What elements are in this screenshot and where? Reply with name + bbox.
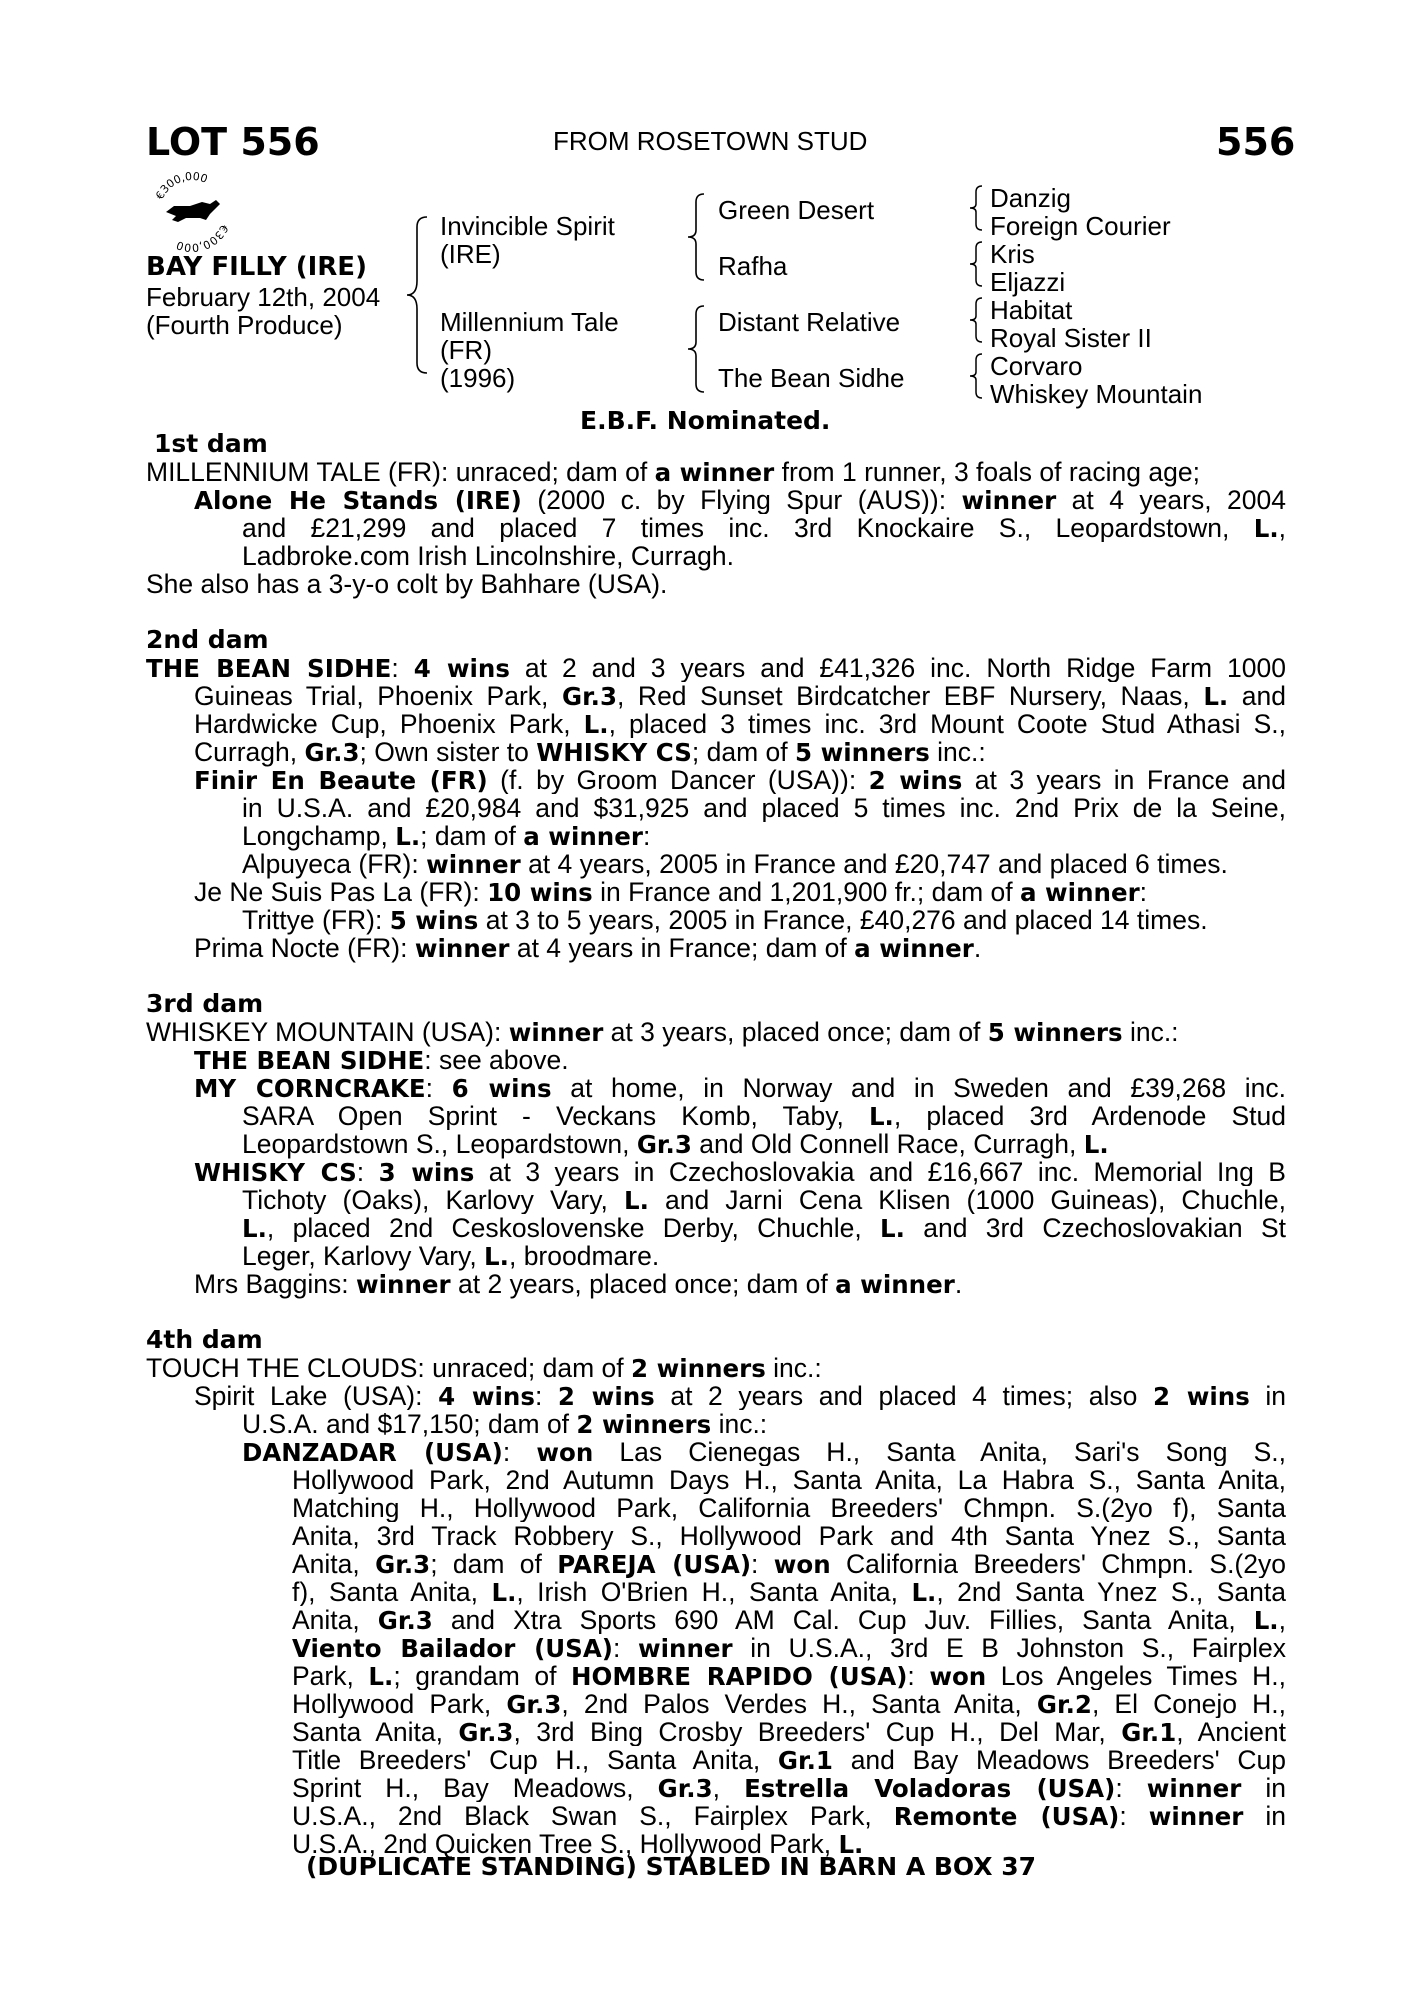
pedigree-brace-dam-icon [686, 304, 708, 394]
produce-record-cont: Longchamp, L.; dam of a winner: [242, 821, 651, 851]
produce-record: Prima Nocte (FR): winner at 4 years in France; dam of a winner. [194, 933, 982, 963]
ggp-5: Habitat [990, 295, 1073, 325]
svg-text:€300,000: €300,000 [174, 222, 231, 254]
produce-record-cont: U.S.A., 2nd Quicken Tree S., Hollywood Park, L. [292, 1829, 864, 1859]
produce-record: THE BEAN SIDHE: see above. [194, 1045, 569, 1075]
dam2-summary: THE BEAN SIDHE: 4 wins at 2 and 3 years and £41,326 inc. North Ridge Farm 1000 [146, 654, 1286, 682]
produce-record-cont: SARA Open Sprint - Veckans Komb, Taby, L., placed 3rd Ardenode Stud [242, 1102, 1286, 1130]
consignor: FROM ROSETOWN STUD [553, 126, 868, 156]
section-heading-1st-dam: 1st dam [154, 429, 268, 458]
pedigree-dam-line1: Millennium Tale [440, 307, 619, 337]
pedigree-dam-line3: (1996) [440, 363, 516, 393]
produce-record: Trittye (FR): 5 wins at 3 to 5 years, 2005 in France, £40,276 and placed 14 times. [242, 905, 1208, 935]
produce-record-cont: Tichoty (Oaks), Karlovy Vary, L. and Jarni Cena Klisen (1000 Guineas), Chuchle, [242, 1186, 1286, 1214]
produce-record: DANZADAR (USA): won Las Cienegas H., Santa Anita, Sari's Song S., [242, 1438, 1286, 1466]
pedigree-sire-line1: Invincible Spirit [440, 211, 615, 241]
produce-record: Alone He Stands (IRE) (2000 c. by Flying Spur (AUS)): winner at 4 years, 2004 [194, 486, 1286, 514]
ggp-4: Eljazzi [990, 267, 1066, 297]
lot-title: LOT 556 [146, 120, 320, 164]
ggp-6: Royal Sister II [990, 323, 1152, 353]
produce-record-cont: U.S.A., 2nd Black Swan S., Fairplex Park, Remonte (USA): winner in [292, 1802, 1286, 1830]
produce-record: Alpuyeca (FR): winner at 4 years, 2005 in France and £20,747 and placed 6 times. [242, 849, 1228, 879]
produce-record: WHISKY CS: 3 wins at 3 years in Czechoslovakia and £16,667 inc. Memorial Ing B [194, 1158, 1286, 1186]
produce-record-cont: Anita, 3rd Track Robbery S., Hollywood Park and 4th Santa Ynez S., Santa [292, 1522, 1286, 1550]
ggp-brace-3-icon [968, 296, 986, 344]
horse-name: BAY FILLY (IRE) [146, 252, 367, 282]
ebf-nominated: E.B.F. Nominated. [580, 406, 831, 435]
dam3-summary: WHISKEY MOUNTAIN (USA): winner at 3 years, placed once; dam of 5 winners inc.: [146, 1017, 1179, 1047]
pedigree-sire-sire: Green Desert [718, 195, 875, 225]
ggp-brace-2-icon [968, 240, 986, 288]
produce-record-cont: Anita, Gr.3; dam of PAREJA (USA): won California Breeders' Chmpn. S.(2yo [292, 1550, 1286, 1578]
pedigree-brace-sire-icon [686, 192, 708, 282]
produce-record: Mrs Baggins: winner at 2 years, placed once; dam of a winner. [194, 1269, 963, 1299]
produce-record-cont: f), Santa Anita, L., Irish O'Brien H., Santa Anita, L., 2nd Santa Ynez S., Santa [292, 1578, 1286, 1606]
produce-record-cont: Hollywood Park, Gr.3, 2nd Palos Verdes H., Santa Anita, Gr.2, El Conejo H., [292, 1690, 1286, 1718]
produce-record-cont: U.S.A. and $17,150; dam of 2 winners inc.: [242, 1409, 768, 1439]
pedigree-dam-dam: The Bean Sidhe [718, 363, 905, 393]
produce-record: MY CORNCRAKE: 6 wins at home, in Norway and in Sweden and £39,268 inc. [194, 1074, 1286, 1102]
ggp-2: Foreign Courier [990, 211, 1171, 241]
horse-produce: (Fourth Produce) [146, 310, 343, 340]
pedigree-dam-line2: (FR) [440, 335, 492, 365]
ggp-1: Danzig [990, 183, 1071, 213]
produce-record: Finir En Beaute (FR) (f. by Groom Dancer (USA)): 2 wins at 3 years in France and [194, 766, 1286, 794]
produce-record-cont: Ladbroke.com Irish Lincolnshire, Curragh. [242, 541, 734, 571]
yearling-bonus-seal-icon [150, 170, 234, 254]
pedigree-brace-main-icon [405, 215, 431, 375]
produce-record-cont: Santa Anita, Gr.3, 3rd Bing Crosby Breeders' Cup H., Del Mar, Gr.1, Ancient [292, 1718, 1286, 1746]
produce-record-cont: Park, L.; grandam of HOMBRE RAPIDO (USA): won Los Angeles Times H., [292, 1662, 1286, 1690]
ggp-8: Whiskey Mountain [990, 379, 1203, 409]
lot-number: 556 [1216, 120, 1296, 164]
dam1-summary: MILLENNIUM TALE (FR): unraced; dam of a winner from 1 runner, 3 foals of racing age; [146, 457, 1200, 487]
produce-record-cont: Leopardstown S., Leopardstown, Gr.3 and Old Connell Race, Curragh, L. [242, 1129, 1109, 1159]
produce-record-cont: Sprint H., Bay Meadows, Gr.3, Estrella Voladoras (USA): winner in [292, 1774, 1286, 1802]
catalogue-body [146, 430, 1286, 1858]
section-heading-4th-dam: 4th dam [146, 1325, 263, 1354]
pedigree-dam-sire: Distant Relative [718, 307, 901, 337]
ggp-brace-4-icon [968, 352, 986, 400]
produce-record-cont: L., placed 2nd Ceskoslovenske Derby, Chuchle, L. and 3rd Czechoslovakian St [242, 1214, 1286, 1242]
produce-record-cont: Matching H., Hollywood Park, California Breeders' Chmpn. S.(2yo f), Santa [292, 1494, 1286, 1522]
produce-record-cont: in U.S.A. and £20,984 and $31,925 and placed 5 times inc. 2nd Prix de la Seine, [242, 794, 1286, 822]
produce-record-cont: Title Breeders' Cup H., Santa Anita, Gr.1 and Bay Meadows Breeders' Cup [292, 1746, 1286, 1774]
ggp-3: Kris [990, 239, 1035, 269]
ggp-7: Corvaro [990, 351, 1083, 381]
produce-record: Spirit Lake (USA): 4 wins: 2 wins at 2 years and placed 4 times; also 2 wins in [194, 1382, 1286, 1410]
dam2-summary-cont: Hardwicke Cup, Phoenix Park, L., placed 3 times inc. 3rd Mount Coote Stud Athasi S., [194, 710, 1286, 738]
produce-record-cont: Anita, Gr.3 and Xtra Sports 690 AM Cal. Cup Juv. Fillies, Santa Anita, L., [292, 1606, 1286, 1634]
svg-text:€300,000: €300,000 [153, 170, 210, 202]
pedigree-sire-dam: Rafha [718, 251, 788, 281]
produce-record-cont: Hollywood Park, 2nd Autumn Days H., Santa Anita, La Habra S., Santa Anita, [292, 1466, 1286, 1494]
section-heading-2nd-dam: 2nd dam [146, 625, 269, 654]
pedigree-sire-line2: (IRE) [440, 239, 501, 269]
produce-record-cont: Viento Bailador (USA): winner in U.S.A., 3rd E B Johnston S., Fairplex [292, 1634, 1286, 1662]
dam4-summary: TOUCH THE CLOUDS: unraced; dam of 2 winners inc.: [146, 1353, 822, 1383]
produce-record-cont: and £21,299 and placed 7 times inc. 3rd Knockaire S., Leopardstown, L., [242, 514, 1286, 542]
stabling-footer: (DUPLICATE STANDING) STABLED IN BARN A BOX 37 [306, 1852, 1037, 1881]
produce-record-cont: Leger, Karlovy Vary, L., broodmare. [242, 1241, 660, 1271]
dam2-summary-cont: Curragh, Gr.3; Own sister to WHISKY CS; dam of 5 winners inc.: [194, 737, 986, 767]
dam2-summary-cont: Guineas Trial, Phoenix Park, Gr.3, Red Sunset Birdcatcher EBF Nursery, Naas, L. and [194, 682, 1286, 710]
produce-record: Je Ne Suis Pas La (FR): 10 wins in France and 1,201,900 fr.; dam of a winner: [194, 877, 1148, 907]
ggp-brace-1-icon [968, 184, 986, 232]
section-heading-3rd-dam: 3rd dam [146, 989, 264, 1018]
dam1-note: She also has a 3-y-o colt by Bahhare (USA). [146, 569, 668, 599]
horse-dob: February 12th, 2004 [146, 282, 381, 312]
